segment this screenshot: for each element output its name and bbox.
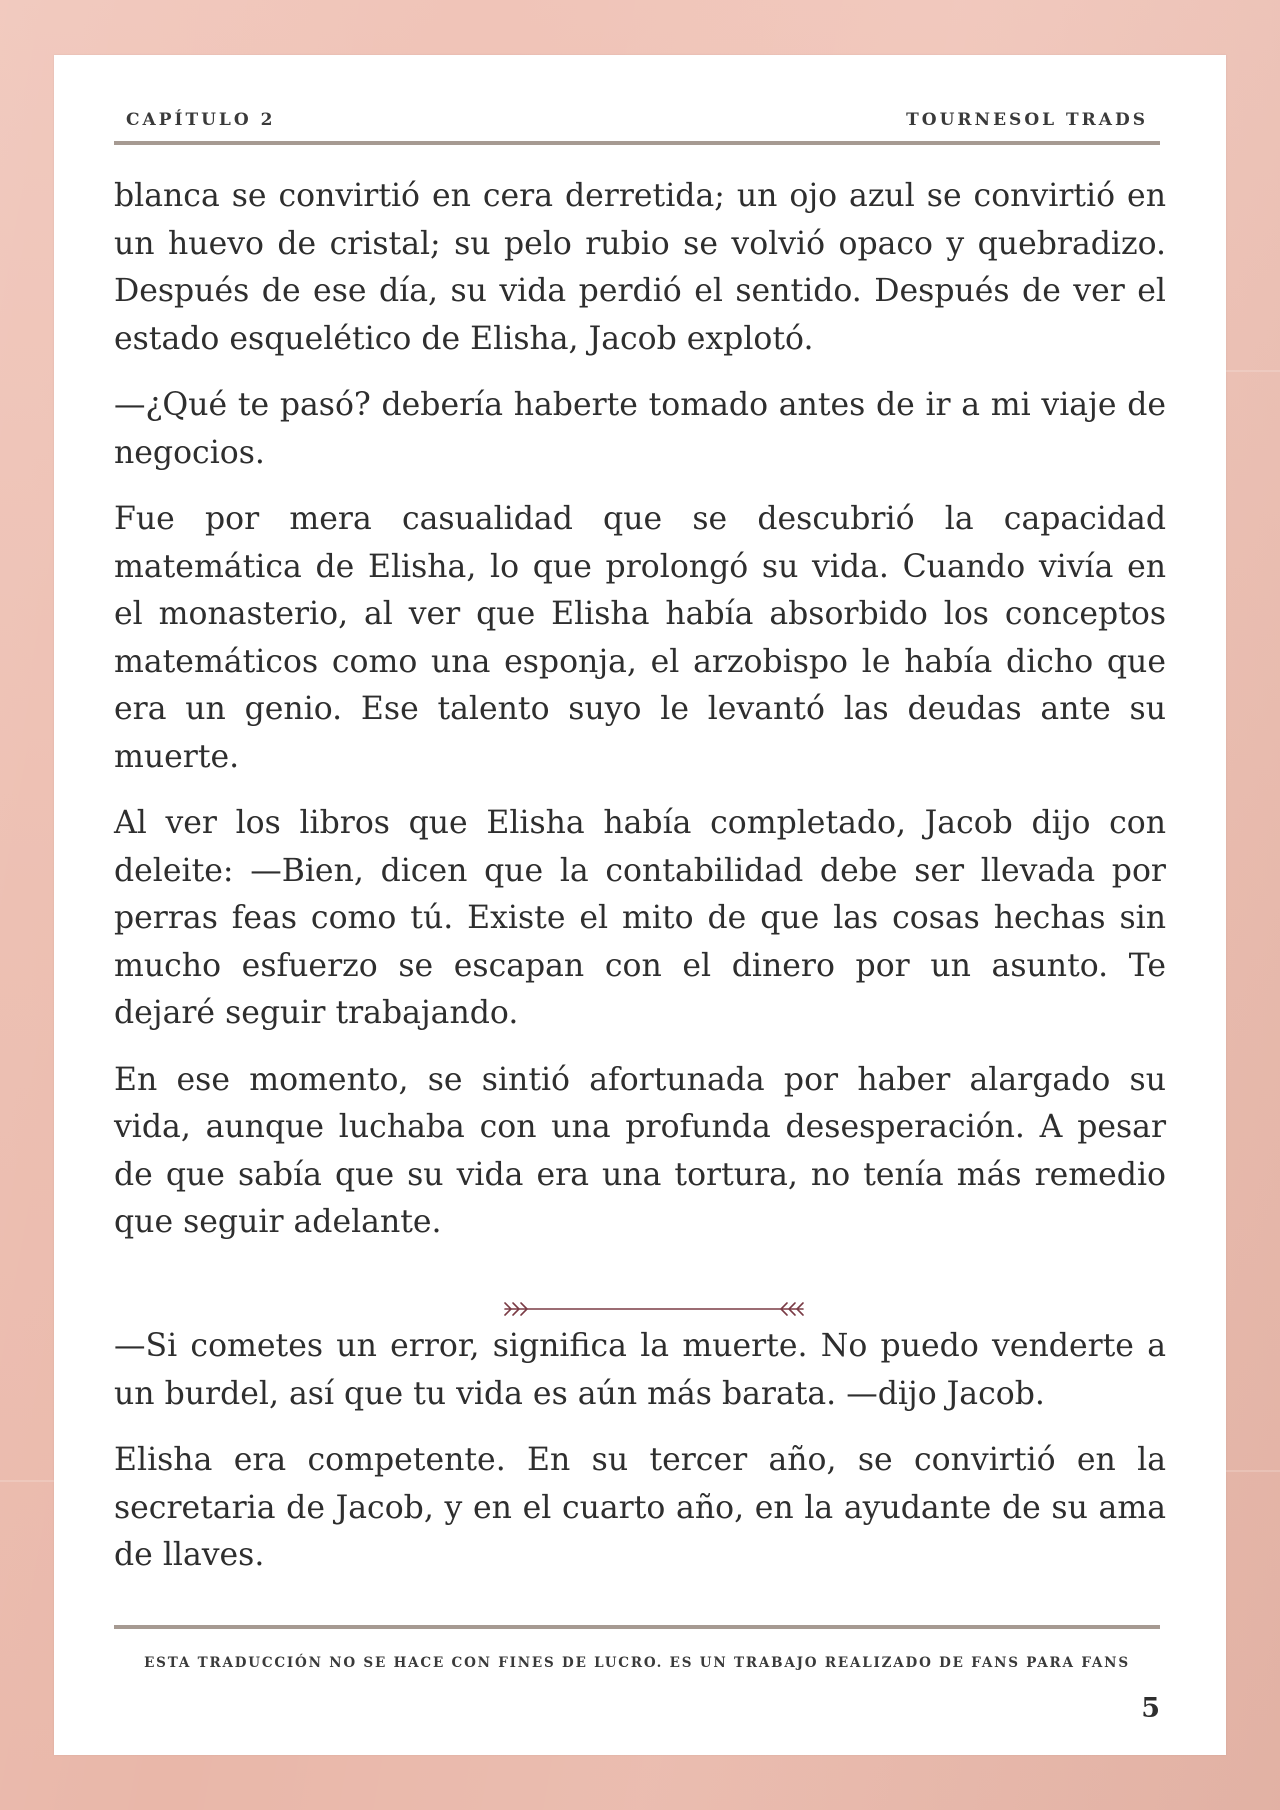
- running-header: [114, 105, 1160, 135]
- paragraph: Fue por mera casualidad que se descubrió la capacidad matemática de Elisha, lo que prolongó su vida. Cuando vivía en el monasterio, al ver que Elisha había absorbido los conceptos matemáticos como una esponja, el arzobispo le había dicho que era un genio. Ese talento suyo le levantó las deudas ante su muerte.: [114, 501, 1166, 775]
- footer-disclaimer: ESTA TRADUCCIÓN NO SE HACE CON FINES DE LUCRO. ES UN TRABAJO REALIZADO DE FANS PARA FANS: [144, 1655, 1130, 1671]
- paragraph: En ese momento, se sintió afortunada por haber alargado su vida, aunque luchaba con una profunda desesperación. A pesar de que sabía que su vida era una tortura, no tenía más remedio que seguir adelante.: [114, 1061, 1166, 1240]
- page-number: 5: [1141, 1693, 1160, 1724]
- paragraph: blanca se convirtió en cera derretida; un ojo azul se convirtió en un huevo de cristal; su pelo rubio se volvió opaco y quebradizo. Después de ese día, su vida perdió el sentido. Después de ver el estado esquelético de Elisha, Jacob explotó.: [114, 178, 1166, 357]
- background-crease: [0, 1480, 54, 1482]
- body-text-after-break: [114, 1323, 1166, 1599]
- paragraph: —Si cometes un error, significa la muerte. No puedo venderte a un burdel, así que tu vida es aún más barata. —dijo Jacob.: [114, 1328, 1166, 1412]
- chapter-label: CAPÍTULO 2: [126, 110, 276, 130]
- document-page: [54, 55, 1226, 1755]
- paragraph: Elisha era competente. En su tercer año, se convirtió en la secretaria de Jacob, y en el cuarto año, en la ayudante de su ama de llaves.: [114, 1442, 1166, 1573]
- header-rule: [114, 141, 1160, 145]
- arrow-divider-icon: [499, 1298, 809, 1320]
- paragraph: Al ver los libros que Elisha había completado, Jacob dijo con deleite: —Bien, dicen que la contabilidad debe ser llevada por perras feas como tú. Existe el mito de que las cosas hechas sin mucho esfuerzo se escapan con el dinero por un asunto. Te dejaré seguir trabajando.: [114, 805, 1166, 1031]
- translator-group-label: TOURNESOL TRADS: [906, 110, 1148, 130]
- footer-rule: [114, 1625, 1160, 1629]
- background-crease: [1226, 1470, 1280, 1472]
- background-crease: [1226, 370, 1280, 372]
- body-text-before-break: [114, 173, 1166, 1266]
- paragraph: —¿Qué te pasó? debería haberte tomado antes de ir a mi viaje de negocios.: [114, 387, 1166, 471]
